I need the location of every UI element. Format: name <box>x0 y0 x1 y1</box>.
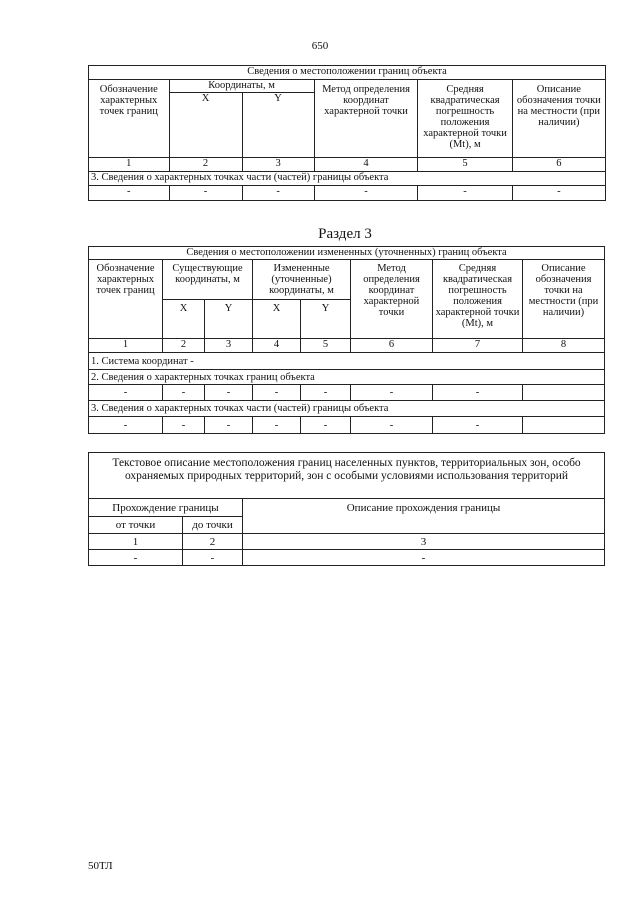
col-number: 1 <box>89 158 170 172</box>
table-cell: - <box>205 417 253 434</box>
table-cell: - <box>253 385 301 401</box>
col-designation: Обозначение характерных точек границ <box>89 80 170 158</box>
table-cell: - <box>243 550 605 566</box>
boundary-text-description-table <box>88 452 605 566</box>
table-cell: - <box>163 385 205 401</box>
table-cell: - <box>89 550 183 566</box>
table-cell: - <box>89 186 170 201</box>
col-number: 3 <box>242 158 314 172</box>
table-cell: - <box>351 385 433 401</box>
col-number: 2 <box>169 158 242 172</box>
col-number: 4 <box>314 158 418 172</box>
col-to-point: до точки <box>183 517 243 534</box>
table-cell: - <box>169 186 242 201</box>
col-existing-coordinates: Существующие координаты, м <box>163 260 253 300</box>
col-description: Описание обозначения точки на местности (при наличии) <box>512 80 605 158</box>
subsection-heading: 3. Сведения о характерных точках части (частей) границы объекта <box>89 172 606 186</box>
col-error: Средняя квадратическая погрешность положения характерной точки (Mt), м <box>433 260 523 339</box>
page-number: 650 <box>311 40 329 52</box>
col-existing-x: X <box>163 300 205 339</box>
col-number: 3 <box>243 534 605 550</box>
table-cell: - <box>205 385 253 401</box>
col-coordinates: Координаты, м <box>169 80 314 93</box>
table-cell: - <box>89 385 163 401</box>
table-cell: - <box>253 417 301 434</box>
col-method: Метод определения координат характерной точки <box>314 80 418 158</box>
table-cell: - <box>183 550 243 566</box>
col-number: 6 <box>512 158 605 172</box>
footer-code: 50ТЛ <box>88 860 113 872</box>
col-number: 2 <box>183 534 243 550</box>
table-title: Сведения о местоположении границ объекта <box>89 66 606 80</box>
col-number: 1 <box>89 534 183 550</box>
col-number: 5 <box>418 158 512 172</box>
col-number: 2 <box>163 339 205 353</box>
col-changed-x: X <box>253 300 301 339</box>
table-row <box>89 417 605 434</box>
table-row <box>89 186 606 201</box>
table-cell: - <box>512 186 605 201</box>
table-cell: - <box>314 186 418 201</box>
table-cell: - <box>433 417 523 434</box>
table-cell: - <box>433 385 523 401</box>
changed-boundary-table <box>88 246 605 434</box>
subsection-heading: 3. Сведения о характерных точках части (частей) границы объекта <box>89 401 605 417</box>
col-changed-coordinates: Измененные (уточненные) координаты, м <box>253 260 351 300</box>
table-cell <box>523 385 605 401</box>
table-cell: - <box>301 417 351 434</box>
col-designation: Обозначение характерных точек границ <box>89 260 163 339</box>
col-number: 3 <box>205 339 253 353</box>
table-cell <box>523 417 605 434</box>
table-cell: - <box>89 417 163 434</box>
col-number: 5 <box>301 339 351 353</box>
col-error: Средняя квадратическая погрешность положения характерной точки (Mt), м <box>418 80 512 158</box>
col-existing-y: Y <box>205 300 253 339</box>
col-from-point: от точки <box>89 517 183 534</box>
subsection-heading: 2. Сведения о характерных точках границ объекта <box>89 370 605 385</box>
coordinate-system: 1. Система координат - <box>89 353 605 370</box>
table-cell: - <box>418 186 512 201</box>
col-description: Описание обозначения точки на местности (при наличии) <box>523 260 605 339</box>
col-number: 4 <box>253 339 301 353</box>
table-cell: - <box>301 385 351 401</box>
col-passage-description: Описание прохождения границы <box>243 499 605 534</box>
col-boundary-passage: Прохождение границы <box>89 499 243 517</box>
column-numbers-row <box>89 339 605 353</box>
table-row <box>89 385 605 401</box>
col-number: 7 <box>433 339 523 353</box>
table-cell: - <box>242 186 314 201</box>
section-title: Раздел 3 <box>318 226 372 242</box>
col-method: Метод определения координат характерной точки <box>351 260 433 339</box>
table-title: Сведения о местоположении измененных (уточненных) границ объекта <box>89 247 605 260</box>
table-title: Текстовое описание местоположения границ населенных пунктов, территориальных зон, особо охраняемых природных территорий, зон с особыми условиями использования территорий <box>89 453 605 499</box>
column-numbers-row <box>89 534 605 550</box>
table-cell: - <box>351 417 433 434</box>
col-x: X <box>169 93 242 158</box>
table-row <box>89 550 605 566</box>
boundary-location-table <box>88 65 606 201</box>
col-number: 1 <box>89 339 163 353</box>
col-y: Y <box>242 93 314 158</box>
col-changed-y: Y <box>301 300 351 339</box>
col-number: 8 <box>523 339 605 353</box>
col-number: 6 <box>351 339 433 353</box>
table-cell: - <box>163 417 205 434</box>
column-numbers-row <box>89 158 606 172</box>
